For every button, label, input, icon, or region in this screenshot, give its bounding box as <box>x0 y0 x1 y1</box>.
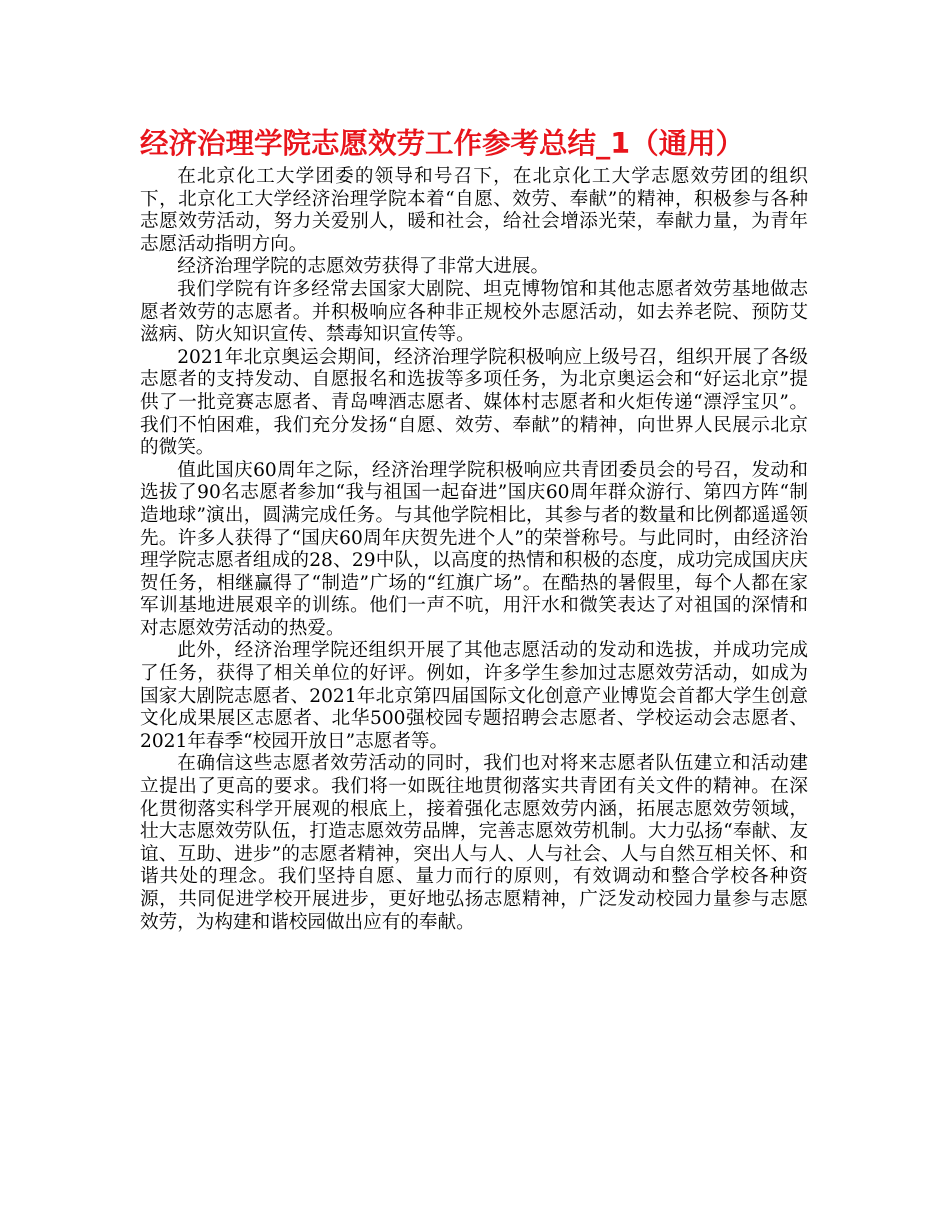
paragraph: 2021年北京奥运会期间，经济治理学院积极响应上级号召，组织开展了各级志愿者的支持发动、自愿报名和选拔等多项任务，为北京奥运会和“好运北京”提供了一批竞赛志愿者、青岛啤酒志愿者、媒体村志愿者和火炬传递“漂浮宝贝”。我们不怕困难，我们充分发扬“自愿、效劳、奉献”的精神，向世界人民展示北京的微笑。 <box>140 346 808 459</box>
paragraph: 此外，经济治理学院还组织开展了其他志愿活动的发动和选拔，并成功完成了任务，获得了相关单位的好评。例如，许多学生参加过志愿效劳活动，如成为国家大剧院志愿者、2021年北京第四届国际文化创意产业博览会首都大学生创意文化成果展区志愿者、北华500强校园专题招聘会志愿者、学校运动会志愿者、2021年春季“校园开放日”志愿者等。 <box>140 640 808 752</box>
document-body <box>140 166 808 934</box>
paragraph: 经济治理学院的志愿效劳获得了非常大进展。 <box>177 256 550 278</box>
paragraph: 在北京化工大学团委的领导和号召下，在北京化工大学志愿效劳团的组织下，北京化工大学经济治理学院本着“自愿、效劳、奉献”的精神，积极参与各种志愿效劳活动，努力关爱别人，暖和社会，给社会增添光荣，奉献力量，为青年志愿活动指明方向。 <box>140 166 808 255</box>
paragraph: 在确信这些志愿者效劳活动的同时，我们也对将来志愿者队伍建立和活动建立提出了更高的要求。我们将一如既往地贯彻落实共青团有关文件的精神。在深化贯彻落实科学开展观的根底上，接着强化志愿效劳内涵，拓展志愿效劳领域，壮大志愿效劳队伍，打造志愿效劳品牌，完善志愿效劳机制。大力弘扬“奉献、友谊、互助、进步”的志愿者精神，突出人与人、人与社会、人与自然互相关怀、和谐共处的理念。我们坚持自愿、量力而行的原则，有效调动和整合学校各种资源，共同促进学校开展进步，更好地弘扬志愿精神，广泛发动校园力量参与志愿效劳，为构建和谐校园做出应有的奉献。 <box>140 753 808 933</box>
paragraph: 我们学院有许多经常去国家大剧院、坦克博物馆和其他志愿者效劳基地做志愿者效劳的志愿者。并积极响应各种非正规校外志愿活动，如去养老院、预防艾滋病、防火知识宣传、禁毒知识宣传等。 <box>140 278 808 346</box>
paragraph: 值此国庆60周年之际，经济治理学院积极响应共青团委员会的号召，发动和选拔了90名志愿者参加“我与祖国一起奋进”国庆60周年群众游行、第四方阵“制造地球”演出，圆满完成任务。与其他学院相比，其参与者的数量和比例都遥遥领先。许多人获得了“国庆60周年庆贺先进个人”的荣誉称号。与此同时，由经济治理学院志愿者组成的28、29中队，以高度的热情和积极的态度，成功完成国庆庆贺任务，相继赢得了“制造”广场的“红旗广场”。在酷热的暑假里，每个人都在家军训基地进展艰辛的训练。他们一声不吭，用汗水和微笑表达了对祖国的深情和对志愿效劳活动的热爱。 <box>140 459 808 639</box>
document-title: 经济治理学院志愿效劳工作参考总结_1（通用） <box>140 127 745 160</box>
